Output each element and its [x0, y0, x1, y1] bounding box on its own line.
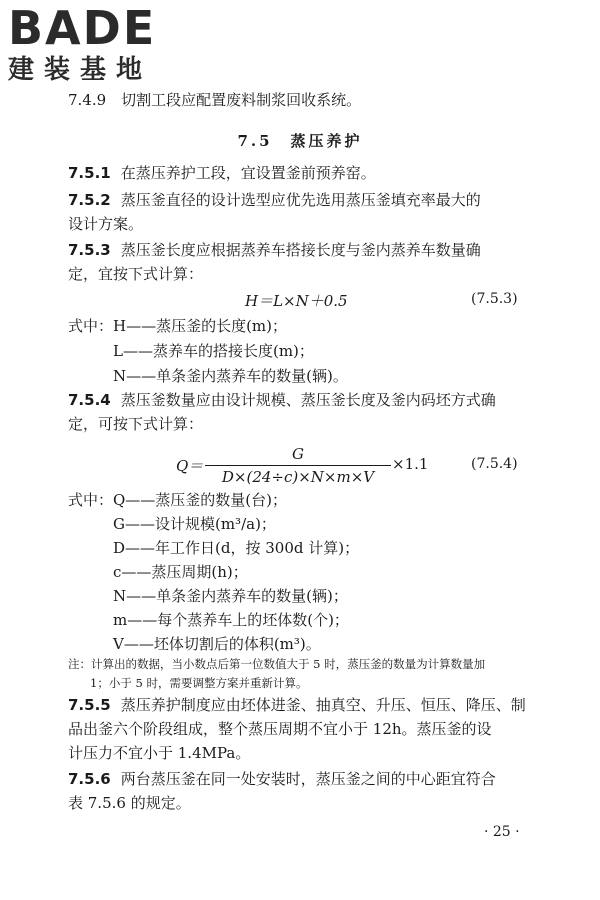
- clause-7-5-2-cont: 设计方案。: [68, 215, 144, 233]
- variable-D: D——年工作日(d，按 300d 计算)；: [113, 539, 360, 557]
- clause-7-5-4-cont: 定，可按下式计算：: [68, 415, 204, 433]
- note-line-1: 注：计算出的数据，当小数点后第一位数值大于 5 时，蒸压釜的数量为计算数量加: [68, 657, 486, 671]
- clause-7-5-5-cont1: 品出釜六个阶段组成，整个蒸压周期不宜小于 12h。蒸压釜的设: [68, 720, 492, 738]
- clause-number: 7.5.4: [68, 391, 111, 409]
- clause-7-5-5: [68, 695, 526, 715]
- clause-text: 两台蒸压釜在同一处安装时，蒸压釜之间的中心距宜符合: [120, 770, 496, 788]
- clause-7-5-2: [68, 190, 481, 210]
- clause-text: 在蒸压养护工段，宜设置釜前预养窑。: [120, 164, 376, 182]
- page-number: · 25 ·: [484, 824, 520, 840]
- equation-tail: ×1.1: [392, 455, 429, 473]
- clause-7-5-1: [68, 163, 376, 183]
- clause-number: 7.5.6: [68, 770, 111, 788]
- clause-number: 7.5.5: [68, 696, 111, 714]
- clause-7-5-3: [68, 240, 481, 260]
- variable-V: V——坯体切割后的体积(m³)。: [113, 635, 321, 653]
- variable-Q: 式中：Q——蒸压釜的数量(台)；: [68, 491, 288, 509]
- variable-N: N——单条釜内蒸养车的数量(辆)。: [113, 367, 348, 385]
- clause-7-5-4: [68, 390, 496, 410]
- equation-lhs: Q＝: [176, 457, 204, 475]
- clause-7-5-5-cont2: 计压力不宜小于 1.4MPa。: [68, 744, 251, 762]
- clause-7-5-6-cont: 表 7.5.6 的规定。: [68, 794, 191, 812]
- variable-N: N——单条釜内蒸养车的数量(辆)；: [113, 587, 348, 605]
- clause-number: 7.5.3: [68, 241, 111, 259]
- fraction-denominator: D×(24÷c)×N×m×V: [221, 468, 375, 486]
- logo: [8, 1, 157, 86]
- clause-number: 7.5.2: [68, 191, 111, 209]
- clause-text: 蒸压釜直径的设计选型应优先选用蒸压釜填充率最大的: [120, 191, 481, 209]
- variable-G: G——设计规模(m³/a)；: [113, 515, 276, 533]
- equation-7-5-3: H＝L×N＋0.5: [245, 292, 348, 310]
- section-title: 7.5 蒸压养护: [237, 132, 363, 150]
- variable-c: c——蒸压周期(h)；: [113, 563, 248, 581]
- clause-7-4-9: 7.4.9 切割工段应配置废料制浆回收系统。: [68, 91, 362, 109]
- clause-text: 蒸压釜数量应由设计规模、蒸压釜长度及釜内码坯方式确: [120, 391, 496, 409]
- fraction-numerator: G: [205, 445, 391, 466]
- clause-7-5-3-cont: 定，宜按下式计算：: [68, 265, 204, 283]
- clause-7-5-6: [68, 769, 496, 789]
- note-line-2: 1；小于 5 时，需要调整方案并重新计算。: [90, 676, 308, 690]
- equation-number: (7.5.3): [471, 291, 518, 307]
- variable-L: L——蒸养车的搭接长度(m)；: [113, 342, 314, 360]
- clause-text: 蒸压养护制度应由坯体进釜、抽真空、升压、恒压、降压、制: [120, 696, 526, 714]
- variable-m: m——每个蒸养车上的坯体数(个)；: [113, 611, 349, 629]
- logo-subtitle: 建装基地: [8, 55, 153, 85]
- equation-fraction: [205, 445, 391, 486]
- logo-word: BADE: [8, 1, 157, 55]
- variable-H: 式中：H——蒸压釜的长度(m)；: [68, 317, 288, 335]
- equation-number: (7.5.4): [471, 456, 518, 472]
- clause-text: 蒸压釜长度应根据蒸养车搭接长度与釜内蒸养车数量确: [120, 241, 481, 259]
- clause-number: 7.5.1: [68, 164, 111, 182]
